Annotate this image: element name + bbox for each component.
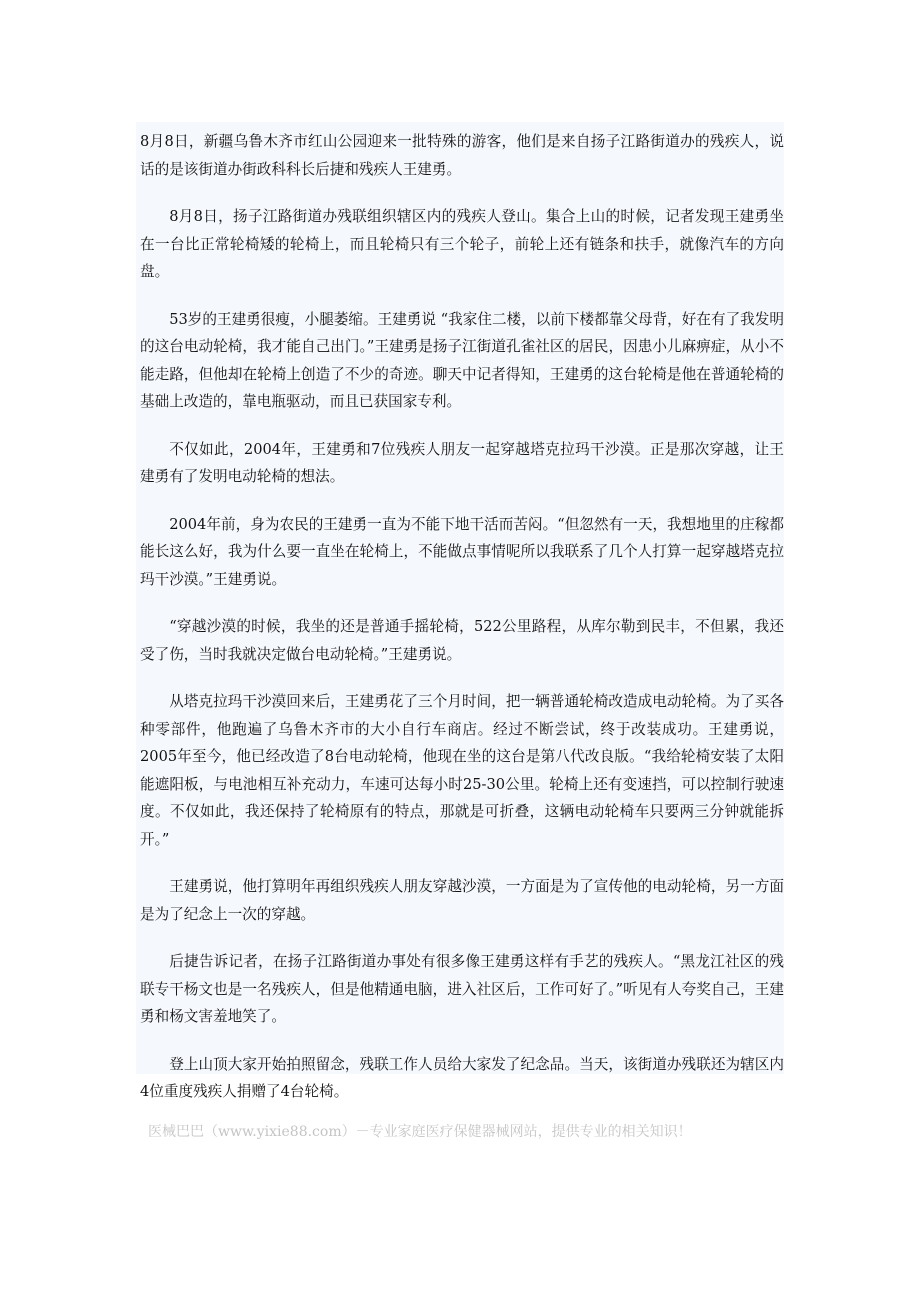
site-footer-note: 医械巴巴（www.yixie88.com）－专业家庭医疗保健器械网站，提供专业的相关知识！ [148, 1124, 692, 1140]
article-paragraph: 后捷告诉记者，在扬子江路街道办事处有很多像王建勇这样有手艺的残疾人。“黑龙江社区的残联专干杨文也是一名残疾人，但是他精通电脑，进入社区后，工作可好了。”听见有人夸奖自己，王建勇和杨文害羞地笑了。 [140, 953, 784, 1025]
article-paragraph: “穿越沙漠的时候，我坐的还是普通手摇轮椅，522公里路程，从库尔勒到民丰，不但累，我还受了伤，当时我就决定做台电动轮椅。”王建勇说。 [140, 618, 784, 663]
article-paragraph: 8月8日，新疆乌鲁木齐市红山公园迎来一批特殊的游客，他们是来自扬子江路街道办的残疾人，说话的是该街道办街政科科长后捷和残疾人王建勇。 [140, 133, 784, 178]
article-body [136, 122, 784, 1100]
article-paragraph: 登上山顶大家开始拍照留念，残联工作人员给大家发了纪念品。当天，该街道办残联还为辖区内4位重度残疾人捐赠了4台轮椅。 [140, 1055, 784, 1100]
article-paragraph: 不仅如此，2004年，王建勇和7位残疾人朋友一起穿越塔克拉玛干沙漠。正是那次穿越，让王建勇有了发明电动轮椅的想法。 [140, 440, 784, 485]
article-paragraph: 8月8日，扬子江路街道办残联组织辖区内的残疾人登山。集合上山的时候，记者发现王建勇坐在一台比正常轮椅矮的轮椅上，而且轮椅只有三个轮子，前轮上还有链条和扶手，就像汽车的方向盘。 [140, 208, 784, 280]
article-paragraph: 53岁的王建勇很瘦，小腿萎缩。王建勇说 “我家住二楼，以前下楼都靠父母背，好在有了我发明的这台电动轮椅，我才能自己出门。”王建勇是扬子江街道孔雀社区的居民，因患小儿麻痹症，从小不能走路，但他却在轮椅上创造了不少的奇迹。聊天中记者得知，王建勇的这台轮椅是他在普通轮椅的基础上改造的，靠电瓶驱动，而且已获国家专利。 [140, 310, 784, 410]
article-paragraph: 从塔克拉玛干沙漠回来后，王建勇花了三个月时间，把一辆普通轮椅改造成电动轮椅。为了买各种零部件，他跑遍了乌鲁木齐市的大小自行车商店。经过不断尝试，终于改装成功。王建勇说，2005年至今，他已经改造了8台电动轮椅，他现在坐的这台是第八代改良版。“我给轮椅安装了太阳能遮阳板，与电池相互补充动力，车速可达每小时25-30公里。轮椅上还有变速挡，可以控制行驶速度。不仅如此，我还保持了轮椅原有的特点，那就是可折叠，这辆电动轮椅车只要两三分钟就能拆开。” [140, 693, 784, 848]
article-paragraph: 王建勇说，他打算明年再组织残疾人朋友穿越沙漠，一方面是为了宣传他的电动轮椅，另一方面是为了纪念上一次的穿越。 [140, 878, 784, 923]
article-paragraph: 2004年前，身为农民的王建勇一直为不能下地干活而苦闷。“但忽然有一天，我想地里的庄稼都能长这么好，我为什么要一直坐在轮椅上，不能做点事情呢所以我联系了几个人打算一起穿越塔克拉玛干沙漠。”王建勇说。 [140, 515, 784, 588]
